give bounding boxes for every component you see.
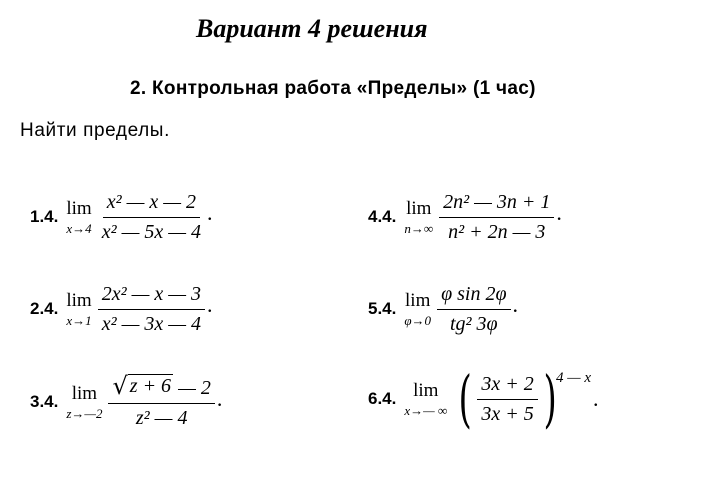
lim-subscript: x→1 — [66, 312, 92, 328]
limit-operator — [404, 381, 447, 418]
exponent: 4 — x — [556, 370, 591, 386]
lim-word: lim — [413, 379, 439, 401]
problem-number: 6.4. — [368, 389, 397, 408]
lim-word: lim — [66, 289, 92, 311]
right-parenthesis: ) — [543, 362, 557, 435]
lim-subscript: x→— ∞ — [404, 402, 448, 418]
fraction — [439, 190, 554, 244]
lim-subscript: n→∞ — [404, 220, 434, 236]
end-period: . — [556, 200, 562, 225]
numerator: 2x² — x — 3 — [98, 282, 205, 310]
denominator: tg² 3φ — [449, 313, 498, 335]
fraction — [437, 282, 510, 336]
end-period: . — [207, 200, 213, 225]
problem-6-4 — [368, 362, 599, 435]
end-period: . — [207, 292, 213, 317]
problem-number: 4.4. — [368, 207, 397, 226]
radicand: z + 6 — [129, 375, 172, 397]
radical-sign: √ — [112, 372, 128, 400]
denominator: n² + 2n — 3 — [448, 221, 546, 243]
limit-operator — [66, 199, 91, 236]
left-parenthesis: ( — [458, 362, 472, 435]
end-period: . — [593, 386, 599, 411]
numerator: x² — x — 2 — [103, 190, 200, 218]
numerator — [108, 374, 214, 404]
limit-operator — [66, 384, 102, 421]
problem-number: 3.4. — [30, 392, 59, 411]
lim-word: lim — [406, 197, 432, 219]
problem-number: 5.4. — [368, 299, 397, 318]
lim-subscript: z→—2 — [66, 405, 103, 421]
numerator: 2n² — 3n + 1 — [439, 190, 554, 218]
numerator: φ sin 2φ — [437, 282, 510, 310]
fraction — [98, 190, 205, 244]
fraction — [108, 374, 214, 430]
fraction — [477, 372, 537, 426]
fraction — [98, 282, 205, 336]
limit-operator — [404, 199, 433, 236]
lim-word: lim — [71, 382, 98, 404]
denominator: x² — 3x — 4 — [101, 313, 202, 335]
square-root — [112, 374, 173, 398]
numerator-rest: — 2 — [178, 377, 211, 399]
problem-5-4 — [368, 282, 518, 336]
work-title: 2. Контрольная работа «Пределы» (1 час) — [130, 78, 536, 99]
limit-operator — [66, 291, 91, 328]
lim-subscript: φ→0 — [404, 312, 432, 328]
problem-4-4 — [368, 190, 562, 244]
lim-subscript: x→4 — [66, 220, 92, 236]
numerator: 3x + 2 — [477, 372, 537, 400]
variant-title: Вариант 4 решения — [196, 14, 428, 43]
denominator: x² — 5x — 4 — [101, 221, 202, 243]
end-period: . — [512, 292, 519, 317]
problem-2-4 — [30, 282, 213, 336]
limit-operator — [404, 291, 431, 328]
end-period: . — [216, 386, 223, 411]
problem-1-4 — [30, 190, 213, 244]
lim-word: lim — [66, 197, 92, 219]
problem-number: 2.4. — [30, 299, 59, 318]
denominator: 3x + 5 — [481, 403, 534, 425]
lim-word: lim — [405, 289, 431, 311]
problem-number: 1.4. — [30, 207, 59, 226]
instruction-text: Найти пределы. — [20, 120, 170, 141]
denominator: z² — 4 — [135, 407, 188, 429]
problem-3-4 — [30, 374, 222, 430]
